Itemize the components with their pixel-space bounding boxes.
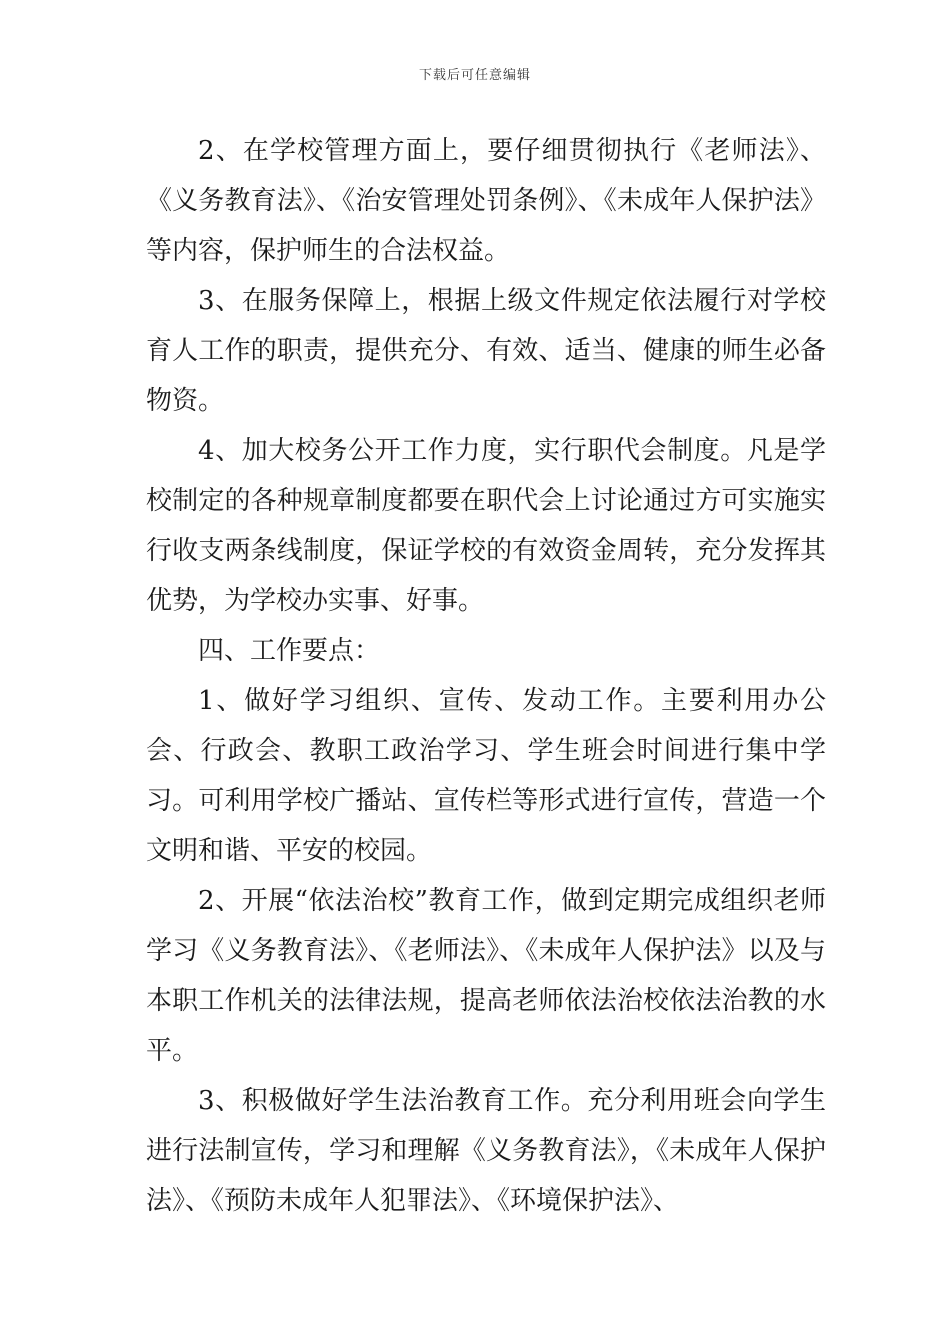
paragraph-rule-of-law-education: 2、开展“依法治校”教育工作，做到定期完成组织老师学习《义务教育法》、《老师法》、《未成年人保护法》以及与本职工作机关的法律法规，提高老师依法治校依法治教的水平。 xyxy=(146,886,826,1066)
paragraph-school-affairs-openness: 4、加大校务公开工作力度，实行职代会制度。凡是学校制定的各种规章制度都要在职代会上讨论通过方可实施实行收支两条线制度，保证学校的有效资金周转，充分发挥其优势，为学校办实事、好事。 xyxy=(146,436,826,616)
paragraph-student-legal-education: 3、积极做好学生法治教育工作。充分利用班会向学生进行法制宣传，学习和理解《义务教育法》，《未成年人保护法》、《预防未成年人犯罪法》、《环境保护法》、 xyxy=(146,1086,826,1216)
paragraph-study-publicity: 1、做好学习组织、宣传、发动工作。主要利用办公会、行政会、教职工政治学习、学生班会时间进行集中学习。可利用学校广播站、宣传栏等形式进行宣传，营造一个文明和谐、平安的校园。 xyxy=(146,686,826,866)
paragraph-service-guarantee: 3、在服务保障上，根据上级文件规定依法履行对学校育人工作的职责，提供充分、有效、适当、健康的师生必备物资。 xyxy=(146,286,826,416)
document-body xyxy=(146,126,826,1226)
page-header: 下载后可任意编辑 xyxy=(418,68,531,83)
paragraph-school-management: 2、在学校管理方面上，要仔细贯彻执行《老师法》、《义务教育法》、《治安管理处罚条例》、《未成年人保护法》等内容，保护师生的合法权益。 xyxy=(146,136,826,266)
section-heading-work-points: 四、工作要点： xyxy=(198,636,381,666)
